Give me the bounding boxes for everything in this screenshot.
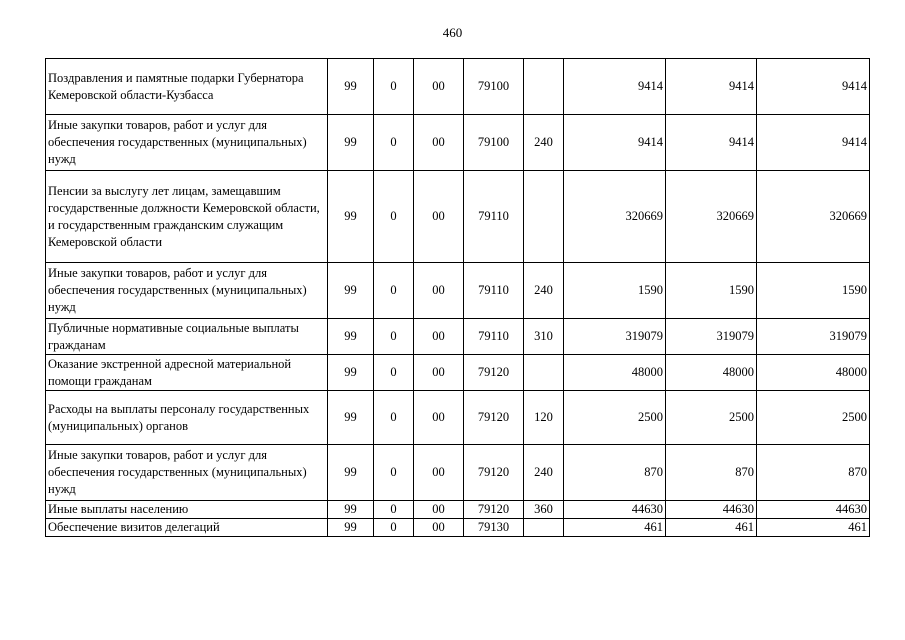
code-expense-type: 240	[524, 445, 564, 501]
amount-year-3: 320669	[757, 171, 870, 263]
code-expense-type: 310	[524, 319, 564, 355]
code-event: 00	[414, 59, 464, 115]
row-description: Иные закупки товаров, работ и услуг для обеспечения государственных (муниципальных) нужд	[46, 115, 328, 171]
amount-year-2: 9414	[666, 59, 757, 115]
code-event: 00	[414, 263, 464, 319]
amount-year-3: 319079	[757, 319, 870, 355]
code-program: 99	[328, 391, 374, 445]
amount-year-2: 1590	[666, 263, 757, 319]
row-description: Оказание экстренной адресной материальной помощи гражданам	[46, 355, 328, 391]
code-direction: 79110	[464, 319, 524, 355]
amount-year-1: 461	[564, 519, 666, 537]
table-row	[46, 445, 870, 501]
code-program: 99	[328, 355, 374, 391]
code-subprogram: 0	[374, 391, 414, 445]
code-direction: 79110	[464, 263, 524, 319]
budget-table	[45, 58, 870, 537]
code-subprogram: 0	[374, 115, 414, 171]
amount-year-1: 48000	[564, 355, 666, 391]
amount-year-2: 870	[666, 445, 757, 501]
code-subprogram: 0	[374, 59, 414, 115]
code-direction: 79100	[464, 59, 524, 115]
code-subprogram: 0	[374, 445, 414, 501]
amount-year-3: 44630	[757, 501, 870, 519]
code-program: 99	[328, 501, 374, 519]
amount-year-2: 9414	[666, 115, 757, 171]
amount-year-2: 319079	[666, 319, 757, 355]
table-row	[46, 391, 870, 445]
amount-year-1: 9414	[564, 59, 666, 115]
amount-year-1: 870	[564, 445, 666, 501]
row-description: Пенсии за выслугу лет лицам, замещавшим государственные должности Кемеровской области, и государственным гражданским служащим Кемеровской области	[46, 171, 328, 263]
code-expense-type: 120	[524, 391, 564, 445]
amount-year-1: 1590	[564, 263, 666, 319]
code-expense-type	[524, 519, 564, 537]
code-event: 00	[414, 501, 464, 519]
code-event: 00	[414, 355, 464, 391]
amount-year-1: 44630	[564, 501, 666, 519]
code-program: 99	[328, 59, 374, 115]
table-row	[46, 115, 870, 171]
code-subprogram: 0	[374, 263, 414, 319]
amount-year-1: 319079	[564, 319, 666, 355]
page-number: 460	[442, 25, 463, 40]
amount-year-3: 9414	[757, 115, 870, 171]
amount-year-3: 461	[757, 519, 870, 537]
row-description: Расходы на выплаты персоналу государственных (муниципальных) органов	[46, 391, 328, 445]
code-direction: 79120	[464, 355, 524, 391]
table-row	[46, 501, 870, 519]
code-event: 00	[414, 115, 464, 171]
code-event: 00	[414, 391, 464, 445]
code-event: 00	[414, 319, 464, 355]
code-expense-type: 360	[524, 501, 564, 519]
amount-year-3: 2500	[757, 391, 870, 445]
amount-year-2: 48000	[666, 355, 757, 391]
row-description: Иные закупки товаров, работ и услуг для обеспечения государственных (муниципальных) нужд	[46, 445, 328, 501]
code-expense-type	[524, 355, 564, 391]
amount-year-3: 870	[757, 445, 870, 501]
table-row	[46, 319, 870, 355]
amount-year-1: 2500	[564, 391, 666, 445]
code-event: 00	[414, 519, 464, 537]
code-expense-type	[524, 59, 564, 115]
amount-year-1: 320669	[564, 171, 666, 263]
code-direction: 79120	[464, 391, 524, 445]
amount-year-1: 9414	[564, 115, 666, 171]
code-event: 00	[414, 445, 464, 501]
row-description: Обеспечение визитов делегаций	[46, 519, 328, 537]
row-description: Иные выплаты населению	[46, 501, 328, 519]
code-direction: 79120	[464, 445, 524, 501]
table-row	[46, 263, 870, 319]
amount-year-2: 44630	[666, 501, 757, 519]
amount-year-2: 2500	[666, 391, 757, 445]
code-expense-type: 240	[524, 115, 564, 171]
amount-year-3: 48000	[757, 355, 870, 391]
code-subprogram: 0	[374, 355, 414, 391]
code-subprogram: 0	[374, 501, 414, 519]
code-subprogram: 0	[374, 519, 414, 537]
code-program: 99	[328, 263, 374, 319]
amount-year-3: 9414	[757, 59, 870, 115]
table-row	[46, 171, 870, 263]
row-description: Иные закупки товаров, работ и услуг для обеспечения государственных (муниципальных) нужд	[46, 263, 328, 319]
code-direction: 79100	[464, 115, 524, 171]
code-direction: 79120	[464, 501, 524, 519]
table-row	[46, 519, 870, 537]
code-program: 99	[328, 445, 374, 501]
row-description: Публичные нормативные социальные выплаты гражданам	[46, 319, 328, 355]
code-subprogram: 0	[374, 171, 414, 263]
amount-year-2: 461	[666, 519, 757, 537]
row-description: Поздравления и памятные подарки Губернатора Кемеровской области-Кузбасса	[46, 59, 328, 115]
code-program: 99	[328, 519, 374, 537]
code-program: 99	[328, 115, 374, 171]
code-direction: 79110	[464, 171, 524, 263]
code-event: 00	[414, 171, 464, 263]
amount-year-3: 1590	[757, 263, 870, 319]
code-expense-type	[524, 171, 564, 263]
table-row	[46, 355, 870, 391]
table-row	[46, 59, 870, 115]
code-subprogram: 0	[374, 319, 414, 355]
amount-year-2: 320669	[666, 171, 757, 263]
code-direction: 79130	[464, 519, 524, 537]
code-expense-type: 240	[524, 263, 564, 319]
code-program: 99	[328, 319, 374, 355]
code-program: 99	[328, 171, 374, 263]
